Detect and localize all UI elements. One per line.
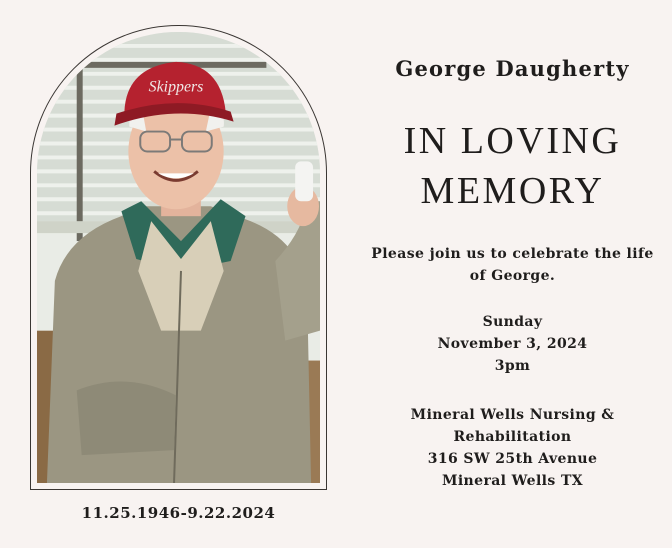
event-location [345, 404, 672, 492]
portrait-frame [30, 25, 327, 490]
memorial-heading [345, 116, 672, 216]
event-date: November 3, 2024 [437, 336, 588, 352]
memorial-heading-line2: MEMORY [420, 170, 605, 212]
cap-logo-text: Skippers [148, 78, 204, 96]
person-name: George Daugherty [395, 56, 630, 81]
event-datetime [345, 311, 672, 377]
venue-line2: Rehabilitation [453, 429, 572, 445]
event-time: 3pm [494, 358, 531, 374]
invitation-text [345, 243, 672, 287]
invitation-line2: of George. [469, 268, 556, 284]
invitation-line1: Please join us to celebrate the life [371, 246, 654, 262]
address-line2: Mineral Wells TX [441, 473, 584, 489]
event-day: Sunday [482, 314, 543, 330]
life-dates: 11.25.1946-9.22.2024 [81, 504, 276, 522]
venue-line1: Mineral Wells Nursing & [410, 407, 615, 423]
portrait-illustration [37, 32, 320, 483]
portrait-photo [37, 32, 320, 483]
address-line1: 316 SW 25th Avenue [427, 451, 598, 467]
memorial-heading-line1: IN LOVING [403, 120, 622, 162]
